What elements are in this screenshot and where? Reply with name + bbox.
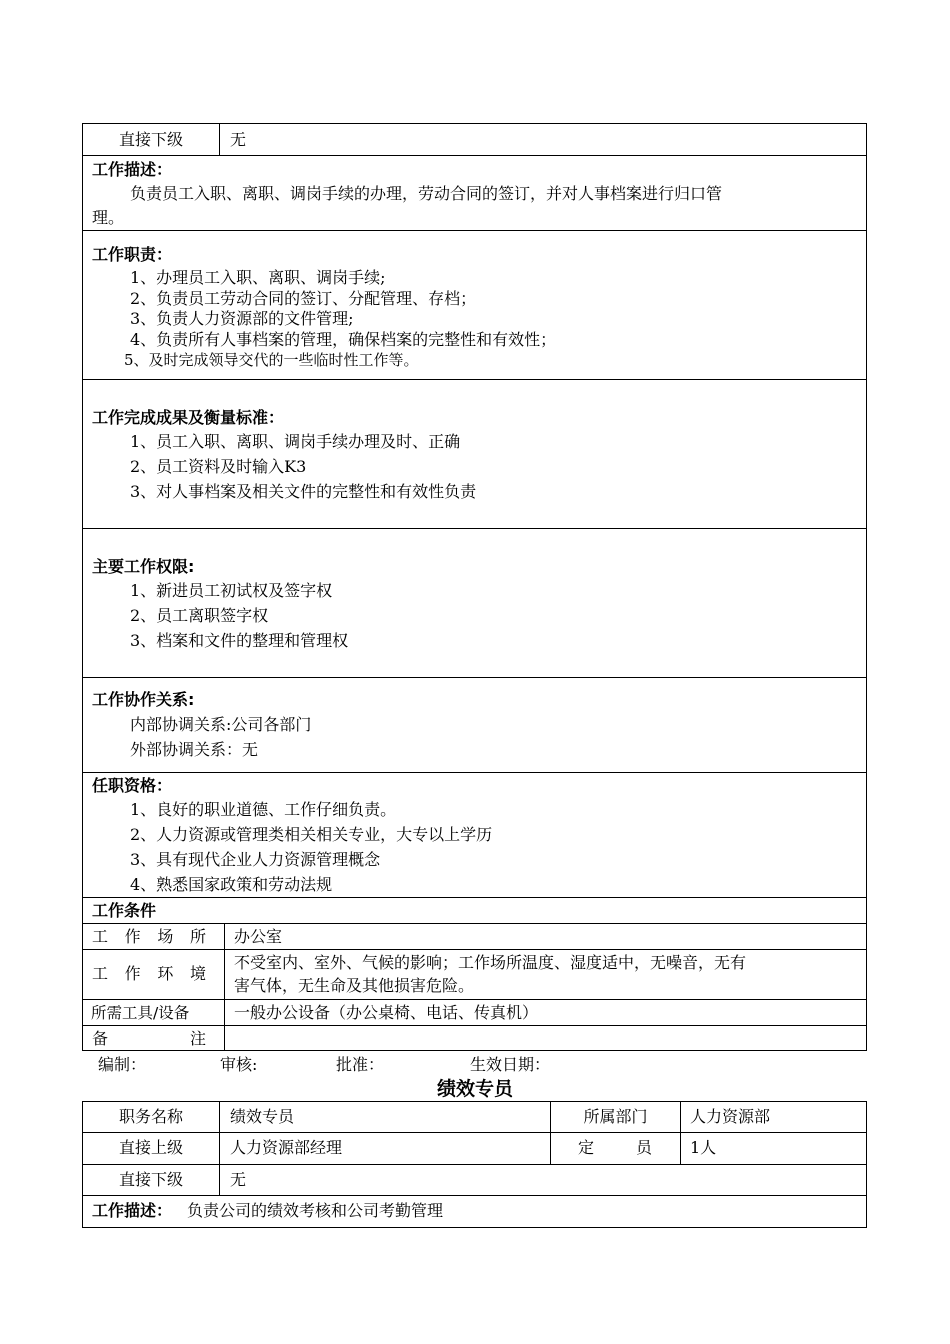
row-divider <box>82 1164 867 1165</box>
department-label: 所属部门 <box>583 1107 648 1126</box>
environment-label-char: 工 <box>92 964 109 983</box>
duty-item: 2、负责员工劳动合同的签订、分配管理、存档； <box>130 289 477 308</box>
duty-item: 3、负责人力资源部的文件管理; <box>130 309 354 328</box>
workplace-value: 办公室 <box>234 927 283 946</box>
duty-item: 5、及时完成领导交代的一些临时性工作等。 <box>124 351 419 369</box>
cell-divider <box>224 923 225 1051</box>
qualification-item: 2、人力资源或管理类相关相关专业，大专以上学历 <box>130 825 493 844</box>
row-divider <box>82 949 867 950</box>
result-item: 2、员工资料及时输入K3 <box>130 457 307 476</box>
authority-heading: 主要工作权限: <box>92 557 195 576</box>
external-coordination: 外部协调关系：无 <box>130 740 259 759</box>
row-divider <box>82 1195 867 1196</box>
environment-label <box>92 964 206 984</box>
description-heading: 工作描述： <box>92 160 173 179</box>
description-label-2: 工作描述： <box>92 1201 173 1220</box>
subordinate-value: 无 <box>230 130 247 149</box>
subordinate-value-2: 无 <box>230 1170 247 1189</box>
environment-label-char: 作 <box>124 964 141 983</box>
superior-label: 直接上级 <box>118 1138 183 1157</box>
workplace-label-char: 作 <box>124 927 141 946</box>
row-divider <box>82 230 867 231</box>
row-divider <box>82 897 867 898</box>
authority-item: 2、员工离职签字权 <box>130 606 269 625</box>
row-divider <box>82 677 867 678</box>
section-title: 绩效专员 <box>436 1078 513 1100</box>
approved-by: 批准： <box>336 1055 385 1074</box>
internal-coordination: 内部协调关系:公司各部门 <box>130 715 312 734</box>
qualification-heading: 任职资格： <box>92 776 173 795</box>
row-divider <box>82 1025 867 1026</box>
headcount-label-char: 员 <box>635 1138 652 1157</box>
headcount-label <box>578 1138 652 1158</box>
workplace-label-char: 工 <box>92 927 109 946</box>
row-divider <box>82 379 867 380</box>
remark-label <box>92 1029 206 1049</box>
row-divider <box>82 772 867 773</box>
compiled-by: 编制： <box>98 1055 147 1074</box>
authority-item: 1、新进员工初试权及签字权 <box>130 581 333 600</box>
qualification-item: 3、具有现代企业人力资源管理概念 <box>130 850 381 869</box>
environment-line-2: 害气体，无生命及其他损害危险。 <box>234 976 475 995</box>
conditions-heading: 工作条件 <box>92 901 157 920</box>
environment-line-1: 不受室内、室外、气候的影响；工作场所温度、湿度适中，无噪音，无有 <box>234 953 747 972</box>
workplace-label-char: 所 <box>189 927 206 946</box>
workplace-label <box>92 927 206 947</box>
headcount-value: 1人 <box>690 1138 717 1157</box>
effective-date: 生效日期： <box>470 1055 551 1074</box>
result-item: 3、对人事档案及相关文件的完整性和有效性负责 <box>130 482 477 501</box>
row-divider <box>82 923 867 924</box>
position-label: 职务名称 <box>118 1107 183 1126</box>
description-line-2: 理。 <box>92 208 125 227</box>
authority-item: 3、档案和文件的整理和管理权 <box>130 631 349 650</box>
duty-item: 1、办理员工入职、离职、调岗手续; <box>130 268 386 287</box>
row-divider <box>82 1132 867 1133</box>
cell-divider <box>680 1101 681 1164</box>
row-divider <box>82 528 867 529</box>
qualification-item: 1、良好的职业道德、工作仔细负责。 <box>130 800 397 819</box>
tools-label: 所需工具/设备 <box>91 1004 190 1022</box>
duties-heading: 工作职责： <box>92 245 173 264</box>
tools-value: 一般办公设备（办公桌椅、电话、传真机） <box>234 1003 539 1022</box>
environment-label-char: 环 <box>157 964 174 983</box>
environment-label-char: 境 <box>189 964 206 983</box>
remark-label-char: 注 <box>189 1029 206 1048</box>
workplace-label-char: 场 <box>157 927 174 946</box>
cell-divider <box>219 123 220 156</box>
row-divider <box>82 155 867 156</box>
cell-divider <box>219 1101 220 1195</box>
description-value-2: 负责公司的绩效考核和公司考勤管理 <box>187 1201 444 1220</box>
result-item: 1、员工入职、离职、调岗手续办理及时、正确 <box>130 432 461 451</box>
subordinate-label-2: 直接下级 <box>118 1170 183 1189</box>
subordinate-label: 直接下级 <box>118 130 183 149</box>
superior-value: 人力资源部经理 <box>230 1138 343 1157</box>
reviewed-by: 审核: <box>220 1055 258 1074</box>
headcount-label-char: 定 <box>578 1138 595 1157</box>
remark-label-char: 备 <box>92 1029 109 1048</box>
duty-item: 4、负责所有人事档案的管理，确保档案的完整性和有效性； <box>130 330 557 349</box>
qualification-item: 4、熟悉国家政策和劳动法规 <box>130 875 333 894</box>
row-divider <box>82 999 867 1000</box>
position-value: 绩效专员 <box>230 1107 295 1126</box>
cooperation-heading: 工作协作关系: <box>92 690 195 709</box>
department-value: 人力资源部 <box>690 1107 771 1126</box>
description-line-1: 负责员工入职、离职、调岗手续的办理，劳动合同的签订，并对人事档案进行归口管 <box>130 184 723 203</box>
results-heading: 工作完成成果及衡量标准： <box>92 408 285 427</box>
